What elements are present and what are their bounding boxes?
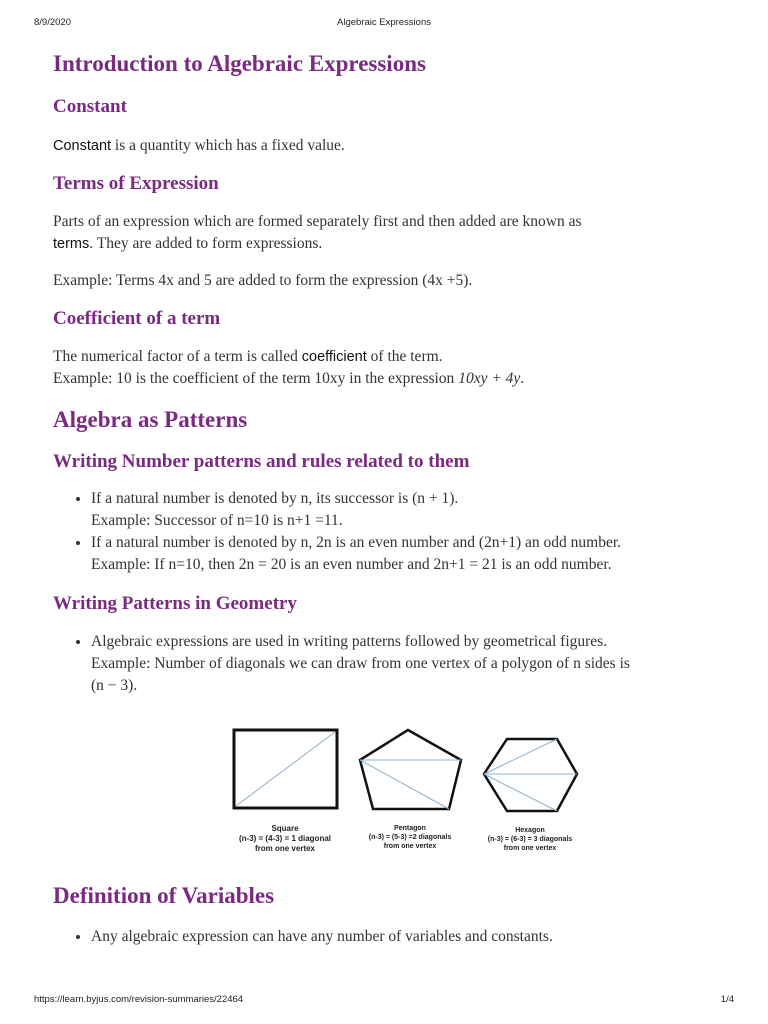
terms-example: Example: Terms 4x and 5 are added to form the expression (4x +5).	[53, 272, 473, 290]
print-title: Algebraic Expressions	[337, 17, 431, 28]
number-patterns-heading: Writing Number patterns and rules related to them	[53, 450, 470, 472]
square-diagram	[234, 730, 337, 808]
constant-heading: Constant	[53, 95, 127, 117]
caption-line: (n-3) = (4-3) = 1 diagonal	[238, 834, 331, 843]
patterns-heading: Algebra as Patterns	[53, 406, 248, 432]
terms-heading: Terms of Expression	[53, 173, 219, 195]
list-item-line: If a natural number is denoted by n, its successor is (n + 1).	[91, 490, 459, 508]
variables-heading: Definition of Variables	[53, 883, 275, 908]
constant-text: is a quantity which has a fixed value.	[111, 137, 345, 155]
geometry-patterns-heading: Writing Patterns in Geometry	[53, 593, 297, 615]
list-item-line: Example: If n=10, then 2n = 20 is an even number and 2n+1 = 21 is an odd number.	[91, 556, 612, 574]
square-caption	[220, 824, 350, 854]
polygon-diagonals-figure	[225, 727, 585, 862]
caption-line: from one vertex	[254, 844, 316, 853]
pentagon-diagram	[360, 730, 461, 809]
variables-section	[53, 882, 713, 948]
coefficient-example-math: 10xy + 4y	[458, 369, 521, 387]
number-patterns-list	[53, 488, 713, 576]
list-item-line: Example: Successor of n=10 is n+1 =11.	[91, 512, 343, 530]
pentagon-diagonal	[360, 760, 449, 809]
hexagon-caption	[470, 826, 590, 853]
terms-keyword: terms	[53, 236, 90, 253]
print-url: https://learn.byjus.com/revision-summaries/22464	[34, 994, 244, 1005]
article-content	[53, 50, 713, 697]
print-date: 8/9/2020	[34, 17, 71, 28]
variables-list	[53, 926, 713, 948]
list-item-line: Algebraic expressions are used in writing patterns followed by geometrical figures.	[91, 633, 608, 651]
coefficient-heading: Coefficient of a term	[53, 308, 221, 330]
coefficient-text-before: The numerical factor of a term is called	[53, 347, 302, 365]
caption-line: (n-3) = (5-3) =2 diagonals	[368, 834, 452, 841]
coefficient-example-prefix: Example: 10 is the coefficient of the term 10xy in the expression	[53, 369, 459, 387]
pentagon-caption	[350, 824, 470, 851]
print-page-number: 1/4	[720, 994, 734, 1005]
caption-title: Hexagon	[515, 827, 545, 834]
caption-title: Pentagon	[394, 825, 426, 832]
pentagon-shape	[360, 730, 461, 809]
constant-paragraph	[53, 135, 713, 157]
hexagon-shape	[484, 739, 577, 811]
caption-line: (n-3) = (6-3) = 3 diagonals	[487, 836, 573, 843]
list-item	[91, 631, 713, 697]
list-item-line: Example: Number of diagonals we can draw from one vertex of a polygon of n sides is	[91, 655, 630, 673]
coefficient-text-after: of the term.	[366, 347, 443, 365]
terms-line1: Parts of an expression which are formed separately first and then added are known as	[53, 213, 582, 231]
geometry-patterns-list	[53, 631, 713, 697]
page-title: Introduction to Algebraic Expressions	[53, 51, 426, 76]
terms-line2: . They are added to form expressions.	[89, 235, 323, 253]
caption-line: from one vertex	[383, 843, 437, 850]
list-item-line: If a natural number is denoted by n, 2n is an even number and (2n+1) an odd number.	[91, 534, 622, 552]
coefficient-example-suffix: .	[520, 369, 525, 387]
terms-paragraph	[53, 211, 713, 255]
coefficient-paragraph	[53, 346, 713, 390]
coefficient-keyword: coefficient	[301, 348, 367, 365]
list-item-line: (n − 3).	[91, 677, 138, 695]
caption-title: Square	[271, 824, 299, 833]
list-item	[91, 488, 713, 532]
caption-line: from one vertex	[503, 845, 557, 852]
hexagon-diagram	[484, 739, 577, 811]
square-diagonal	[236, 732, 335, 806]
constant-keyword: Constant	[53, 138, 112, 155]
list-item	[91, 532, 713, 576]
list-item: • Any algebraic expression can have any number of variables and constants.	[91, 926, 713, 948]
